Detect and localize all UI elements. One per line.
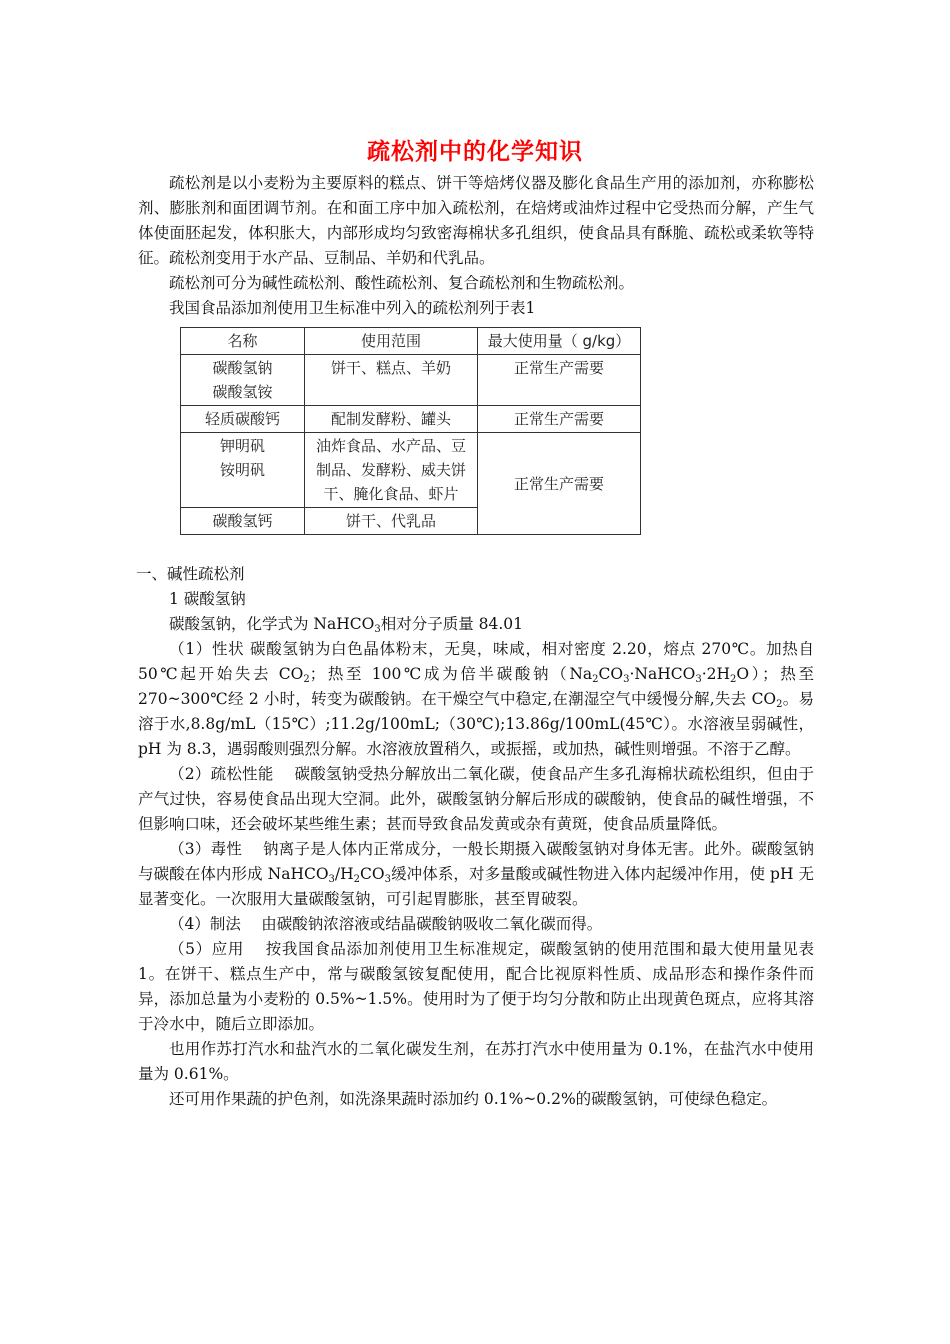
formula-text: 碳酸氢钠，化学式为 NaHCO <box>169 615 375 633</box>
text-run: ；热至 100℃成为倍半碳酸钠（Na <box>309 665 593 683</box>
table-row <box>181 433 641 508</box>
leavening-agents-table <box>180 327 641 535</box>
text-run: CO <box>598 665 624 683</box>
formula-sub: 3 <box>374 624 381 635</box>
row-1-name-line-1: 碳酸氢钠 <box>212 359 273 377</box>
row-3-name-line-1: 钾明矾 <box>219 437 265 455</box>
intro-paragraph-2: 疏松剂可分为碱性疏松剂、酸性疏松剂、复合疏松剂和生物疏松剂。 <box>169 274 635 292</box>
table-1-wrapper <box>180 327 814 535</box>
preparation-paragraph: （4）制法 由碳酸钠浓溶液或结晶碳酸钠吸收二氧化碳而得。 <box>169 915 603 933</box>
header-scope: 使用范围 <box>305 328 478 355</box>
row-1-name <box>181 355 305 406</box>
intro-paragraph-3: 我国食品添加剂使用卫生标准中列入的疏松剂列于表1 <box>169 299 536 317</box>
table-row <box>181 355 641 406</box>
row-3-max: 正常生产需要 <box>478 433 641 535</box>
sub-run: 2 <box>353 874 361 885</box>
row-3-name-line-2: 铵明矾 <box>219 461 265 479</box>
sub-run: 3 <box>695 674 702 685</box>
toxicity-paragraph <box>138 837 814 912</box>
row-1-max: 正常生产需要 <box>478 355 641 406</box>
row-2-scope: 配制发酵粉、罐头 <box>305 406 478 433</box>
intro-paragraph-1: 疏松剂是以小麦粉为主要原料的糕点、饼干等焙烤仪器及膨化食品生产用的添加剂，亦称膨松剂、膨胀剂和面团调节剂。在和面工序中加入疏松剂，在焙烤或油炸过程中它受热而分解，产生气体使面胚起发，体积胀大，内部形成均匀致密海棉状多孔组织，使食品具有酥脆、疏松或柔软等特征。疏松剂变用于水产品、豆制品、羊奶和代乳品。 <box>138 174 814 267</box>
text-run: /H <box>334 865 354 883</box>
header-name: 名称 <box>181 328 305 355</box>
text-run: 缓冲体系，对多量酸或碱性物进入体内起缓冲作用，使 pH 无显著变化。一次服用大量碳酸氢钠，可引起胃膨胀，甚至胃破裂。 <box>138 865 814 908</box>
sub-run: 2 <box>730 674 737 685</box>
row-2-name: 轻质碳酸钙 <box>181 406 305 433</box>
sub-run: 3 <box>623 674 630 685</box>
text-run: ·NaHCO <box>629 665 696 683</box>
subsection-sodium-bicarbonate: 1 碳酸氢钠 <box>169 590 246 608</box>
text-run: （3）毒性 钠离子是人体内正常成分，一般长期摄入碳酸氢钠对身体无害。此外。碳酸氢钠与碳酸在体内形成 NaHCO <box>138 840 814 883</box>
table-row <box>181 406 641 433</box>
row-4-name: 碳酸氢钙 <box>181 508 305 535</box>
property-paragraph <box>138 637 814 762</box>
row-3-scope: 油炸食品、水产品、豆制品、发酵粉、威夫饼干、腌化食品、虾片 <box>305 433 478 508</box>
text-run: O）；热至 270~300℃经 2 小时，转变为碳酸钠。在干燥空气中稳定,在潮湿空气中缓慢分解,失去 CO <box>138 665 814 708</box>
color-protection-paragraph: 还可用作果蔬的护色剂，如洗涤果蔬时添加约 0.1%~0.2%的碳酸氢钠，可使绿色稳定。 <box>169 1090 778 1108</box>
sub-run: 2 <box>776 699 783 710</box>
row-1-scope: 饼干、糕点、羊奶 <box>305 355 478 406</box>
formula-mass: 相对分子质量 84.01 <box>380 615 524 633</box>
text-run: CO <box>360 865 385 883</box>
row-2-max: 正常生产需要 <box>478 406 641 433</box>
row-4-scope: 饼干、代乳品 <box>305 508 478 535</box>
leavening-performance-paragraph: （2）疏松性能 碳酸氢钠受热分解放出二氧化碳，使食品产生多孔海棉状疏松组织，但由于产气过快，容易使食品出现大空洞。此外，碳酸氢钠分解后形成的碳酸钠，使食品的碱性增强，不但影响口味，还会破坏某些维生素；甚而导致食品发黄或杂有黄斑，使食品质量降低。 <box>138 765 814 833</box>
section-heading-alkaline: 一、碱性疏松剂 <box>136 565 245 583</box>
row-3-name <box>181 433 305 508</box>
document-title: 疏松剂中的化学知识 <box>367 139 583 165</box>
sub-run: 2 <box>303 674 310 685</box>
formula-paragraph <box>138 612 814 637</box>
application-paragraph: （5）应用 按我国食品添加剂使用卫生标准规定，碳酸氢钠的使用范围和最大使用量见表 1。在饼干、糕点生产中，常与碳酸氢铵复配使用，配合比视原料性质、成品形态和操作条件而异，添加总量为小麦粉的 0.5%~1.5%。使用时为了便于均匀分散和防止出现黄色斑点，应将其溶于冷水中，随后立即添加。 <box>138 940 814 1033</box>
table-header-row <box>181 328 641 355</box>
document-body <box>138 171 814 1112</box>
sub-run: 3 <box>384 874 391 885</box>
sub-run: 2 <box>592 674 599 685</box>
soda-water-paragraph: 也用作苏打汽水和盐汽水的二氧化碳发生剂，在苏打汽水中使用量为 0.1%，在盐汽水中使用量为 0.61%。 <box>138 1040 814 1083</box>
row-1-name-line-2: 碳酸氢铵 <box>212 383 273 401</box>
text-run: ·2H <box>701 665 731 683</box>
text-run: 。易溶于水,8.8g/mL（15℃）;11.2g/100mL;（30℃);13.86g/100mL(45℃）。水溶液呈弱碱性，pH 为 8.3，遇弱酸则强烈分解。水溶液放置稍久，或振摇，或加热，碱性则增强。不溶于乙醇。 <box>138 690 814 758</box>
text-run: （1）性状 碳酸氢钠为白色晶体粉末，无臭，味咸，相对密度 2.20，熔点 270℃。加热自 50℃起开始失去 CO <box>138 640 814 683</box>
header-max-usage: 最大使用量（ g/kg） <box>478 328 641 355</box>
sub-run: 3 <box>328 874 335 885</box>
